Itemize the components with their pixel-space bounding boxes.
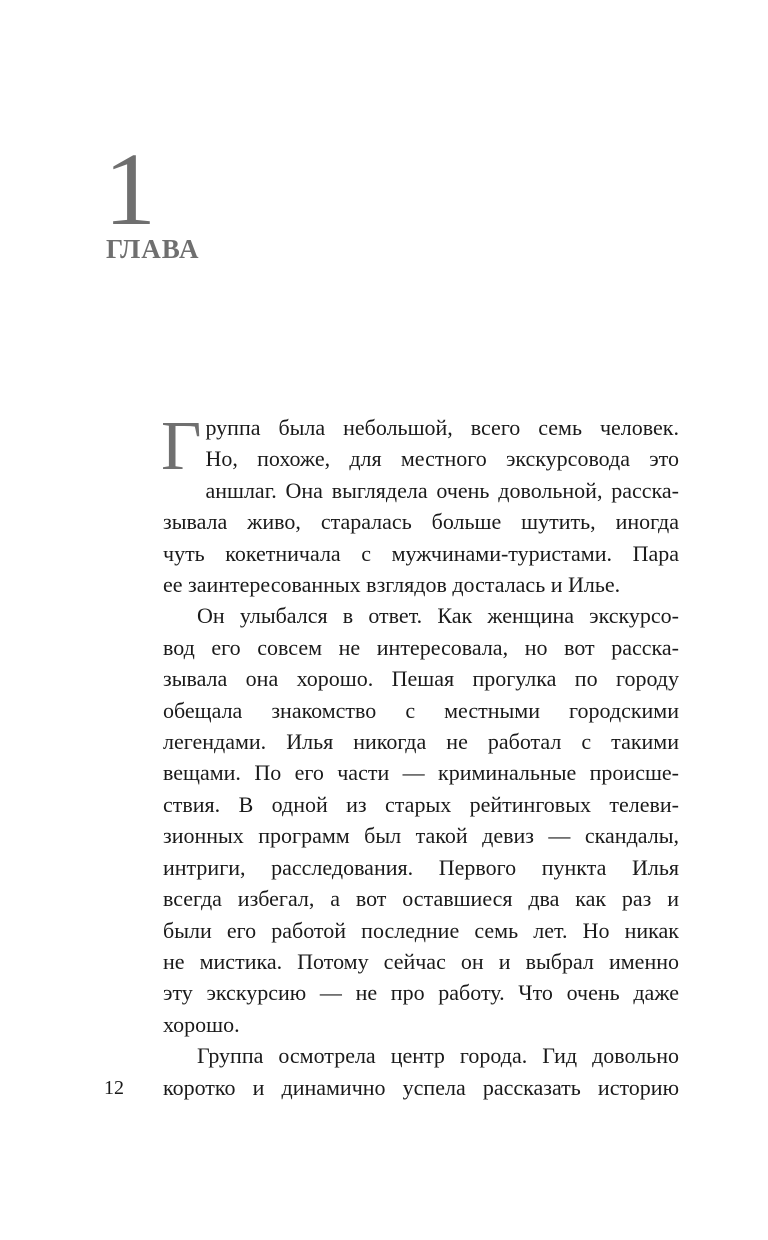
- page-number: 12: [104, 1077, 124, 1099]
- text-line: эту экскурсию — не про работу. Что очень даже: [163, 980, 679, 1006]
- text-line: руппа была небольшой, всего семь человек.: [205, 415, 679, 440]
- text-line: зывала живо, старалась больше шутить, иногда: [163, 509, 679, 535]
- text-line: обещала знакомство с местными городскими: [163, 697, 679, 723]
- paragraph-2: [163, 600, 679, 1040]
- text-line: Он улыбался в ответ. Как женщина экскурсо-: [197, 603, 679, 629]
- text-line: вод его совсем не интересовала, но вот расска-: [163, 634, 679, 660]
- drop-cap: Г: [161, 408, 202, 485]
- text-line: чуть кокетничала с мужчинами-туристами. Пара: [163, 540, 679, 566]
- text-line: аншлаг. Она выглядела очень довольной, расска-: [205, 477, 679, 503]
- text-line: зывала она хорошо. Пешая прогулка по городу: [163, 666, 679, 692]
- text-line: хорошо.: [163, 1011, 240, 1037]
- chapter-number: 1: [104, 132, 156, 247]
- text-line: были его работой последние семь лет. Но никак: [163, 917, 679, 943]
- text-line: коротко и динамично успела рассказать историю: [163, 1074, 679, 1100]
- text-line: не мистика. Потому сейчас он и выбрал именно: [163, 948, 679, 974]
- text-line: ее заинтересованных взглядов досталась и Илье.: [163, 572, 621, 598]
- text-line: интриги, расследования. Первого пункта Илья: [163, 854, 679, 880]
- paragraph-1: [161, 408, 679, 600]
- text-line: легендами. Илья никогда не работал с такими: [163, 729, 679, 755]
- text-line: зионных программ был такой девиз — скандалы,: [163, 823, 679, 849]
- paragraph-3: [163, 1040, 679, 1103]
- text-line: вещами. По его части — криминальные происше-: [163, 760, 679, 786]
- chapter-label: ГЛАВА: [106, 234, 200, 264]
- body-text: [161, 408, 679, 1103]
- text-line: всегда избегал, а вот оставшиеся два как раз и: [163, 886, 679, 912]
- text-line: ствия. В одной из старых рейтинговых телеви-: [163, 791, 679, 817]
- text-line: Но, похоже, для местного экскурсовода это: [205, 446, 679, 472]
- text-line: Группа осмотрела центр города. Гид довольно: [197, 1043, 679, 1069]
